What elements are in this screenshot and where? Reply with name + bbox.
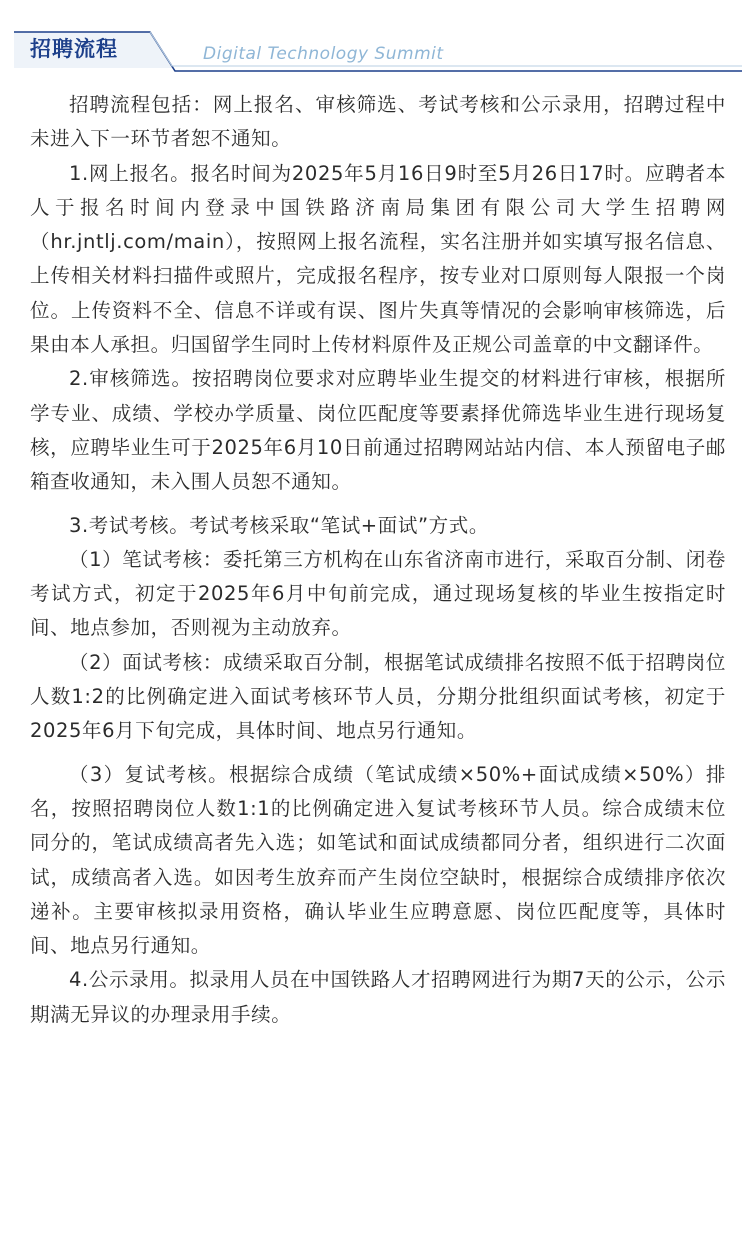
page-title: 招聘流程: [30, 37, 118, 61]
section-header: [0, 28, 753, 74]
paragraph-exam-assessment: 3.考试考核。考试考核采取“笔试+面试”方式。: [69, 513, 489, 537]
paragraph-review-screening: 2.审核筛选。按招聘岗位要求对应聘毕业生提交的材料进行审核，根据所学专业、成绩、学校办学质量、岗位匹配度等要素择优筛选毕业生进行现场复核，应聘毕业生可于2025年6月10日前通过招聘网站站内信、本人预留电子邮箱查收通知，未入围人员恕不通知。: [30, 367, 726, 494]
paragraph-written-exam: （1）笔试考核：委托第三方机构在山东省济南市进行，采取百分制、闭卷考试方式，初定于2025年6月中旬前完成，通过现场复核的毕业生按指定时间、地点参加，否则视为主动放弃。: [30, 547, 726, 640]
paragraph-interview: （2）面试考核：成绩采取百分制，根据笔试成绩排名按照不低于招聘岗位人数1:2的比例确定进入面试考核环节人员，分期分批组织面试考核，初定于2025年6月下旬完成，具体时间、地点另行通知。: [30, 650, 726, 743]
article-body: [30, 88, 726, 1032]
paragraph-intro: 招聘流程包括：网上报名、审核筛选、考试考核和公示录用，招聘过程中未进入下一环节者恕不通知。: [30, 93, 726, 151]
paragraph-publicity-hiring: 4.公示录用。拟录用人员在中国铁路人才招聘网进行为期7天的公示，公示期满无异议的办理录用手续。: [30, 968, 726, 1026]
paragraph-re-examination: （3）复试考核。根据综合成绩（笔试成绩×50%+面试成绩×50%）排名，按照招聘岗位人数1:1的比例确定进入复试考核环节人员。综合成绩末位同分的，笔试成绩高者先入选；如笔试和面试成绩都同分者，组织进行二次面试，成绩高者入选。如因考生放弃而产生岗位空缺时，根据综合成绩排序依次递补。主要审核拟录用资格，确认毕业生应聘意愿、岗位匹配度等，具体时间、地点另行通知。: [30, 762, 726, 958]
paragraph-online-registration: 1.网上报名。报名时间为2025年5月16日9时至5月26日17时。应聘者本人于报名时间内登录中国铁路济南局集团有限公司大学生招聘网（hr.jntlj.com/main），按照网上报名流程，实名注册并如实填写报名信息、上传相关材料扫描件或照片，完成报名程序，按专业对口原则每人限报一个岗位。上传资料不全、信息不详或有误、图片失真等情况的会影响审核筛选，后果由本人承担。归国留学生同时上传材料原件及正规公司盖章的中文翻译件。: [30, 161, 726, 357]
header-subtitle: Digital Technology Summit: [203, 44, 444, 64]
